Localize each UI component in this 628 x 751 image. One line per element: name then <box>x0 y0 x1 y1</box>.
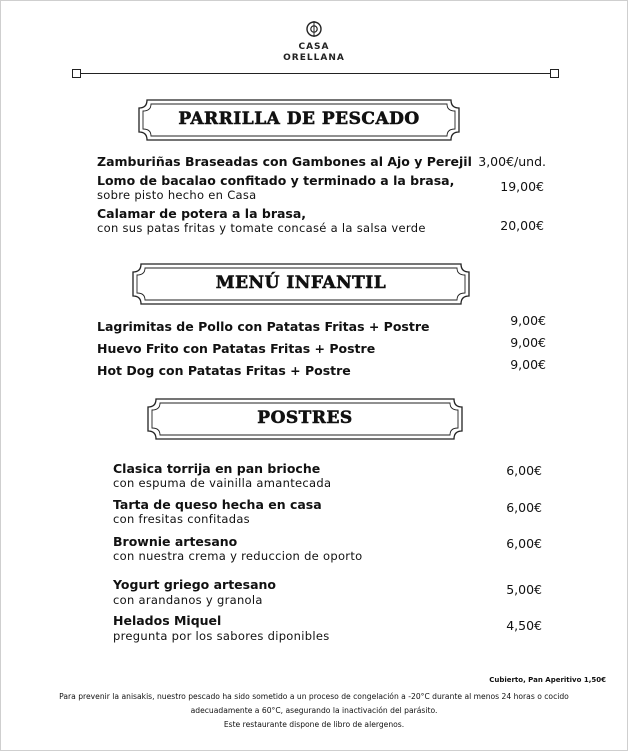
menu-item-price: 6,00€ <box>506 536 542 551</box>
menu-item-price: 9,00€ <box>510 313 546 328</box>
menu-item-price: 9,00€ <box>510 357 546 372</box>
menu-item-name: Brownie artesano <box>113 534 238 549</box>
menu-item-name: Zamburiñas Braseadas con Gambones al Ajo y Perejil <box>97 154 472 169</box>
menu-item-name: Huevo Frito con Patatas Fritas + Postre <box>97 341 376 356</box>
rule-end-right <box>550 69 559 78</box>
allergen-note: Este restaurante dispone de libro de alergenos. <box>223 720 405 729</box>
menu-item-description: con sus patas fritas y tomate concasé a la salsa verde <box>97 221 426 235</box>
anisakis-note-2: adecuadamente a 60°C, asegurando la inactivación del parásito. <box>190 706 438 715</box>
menu-item-description: con nuestra crema y reduccion de oporto <box>113 549 363 563</box>
menu-item-price: 3,00€/und. <box>478 154 546 169</box>
section-banner-postres <box>146 397 464 441</box>
rule-end-left <box>72 69 81 78</box>
menu-item-name: Helados Miquel <box>113 613 222 628</box>
section-banner-infantil <box>131 262 471 306</box>
cubierto-note: Cubierto, Pan Aperitivo 1,50€ <box>489 676 606 684</box>
brand-line-1: CASA <box>298 42 330 52</box>
menu-item-price: 9,00€ <box>510 335 546 350</box>
menu-item-price: 6,00€ <box>506 463 542 478</box>
menu-item-price: 20,00€ <box>500 218 544 233</box>
menu-item-price: 4,50€ <box>506 618 542 633</box>
menu-item-price: 5,00€ <box>506 582 542 597</box>
menu-item-name: Lomo de bacalao confitado y terminado a la brasa, <box>97 173 455 188</box>
restaurant-logo <box>0 20 628 64</box>
menu-item-description: sobre pisto hecho en Casa <box>97 188 257 202</box>
menu-item-description: con fresitas confitadas <box>113 512 250 526</box>
section-title-infantil: MENÚ INFANTIL <box>215 273 387 293</box>
section-banner-pescado <box>137 98 461 142</box>
menu-item-price: 19,00€ <box>500 179 544 194</box>
menu-item-description: con espuma de vainilla amantecada <box>113 476 332 490</box>
menu-item-name: Lagrimitas de Pollo con Patatas Fritas + Postre <box>97 319 430 334</box>
menu-item-description: pregunta por los sabores diponibles <box>113 629 330 643</box>
logo-icon <box>305 20 323 38</box>
menu-item-name: Yogurt griego artesano <box>113 577 277 592</box>
section-title-pescado: PARRILLA DE PESCADO <box>178 109 420 129</box>
menu-item-price: 6,00€ <box>506 500 542 515</box>
brand-line-2: ORELLANA <box>283 53 345 63</box>
menu-item-name: Tarta de queso hecha en casa <box>113 497 322 512</box>
menu-item-name: Hot Dog con Patatas Fritas + Postre <box>97 363 351 378</box>
header-rule <box>77 73 556 74</box>
menu-item-name: Calamar de potera a la brasa, <box>97 206 307 221</box>
anisakis-note-1: Para prevenir la anisakis, nuestro pescado ha sido sometido a un proceso de congelación a -20°C durante al menos 24 horas o cocido <box>59 692 569 701</box>
section-title-postres: POSTRES <box>257 408 353 428</box>
menu-item-name: Clasica torrija en pan brioche <box>113 461 321 476</box>
menu-item-description: con arandanos y granola <box>113 593 263 607</box>
